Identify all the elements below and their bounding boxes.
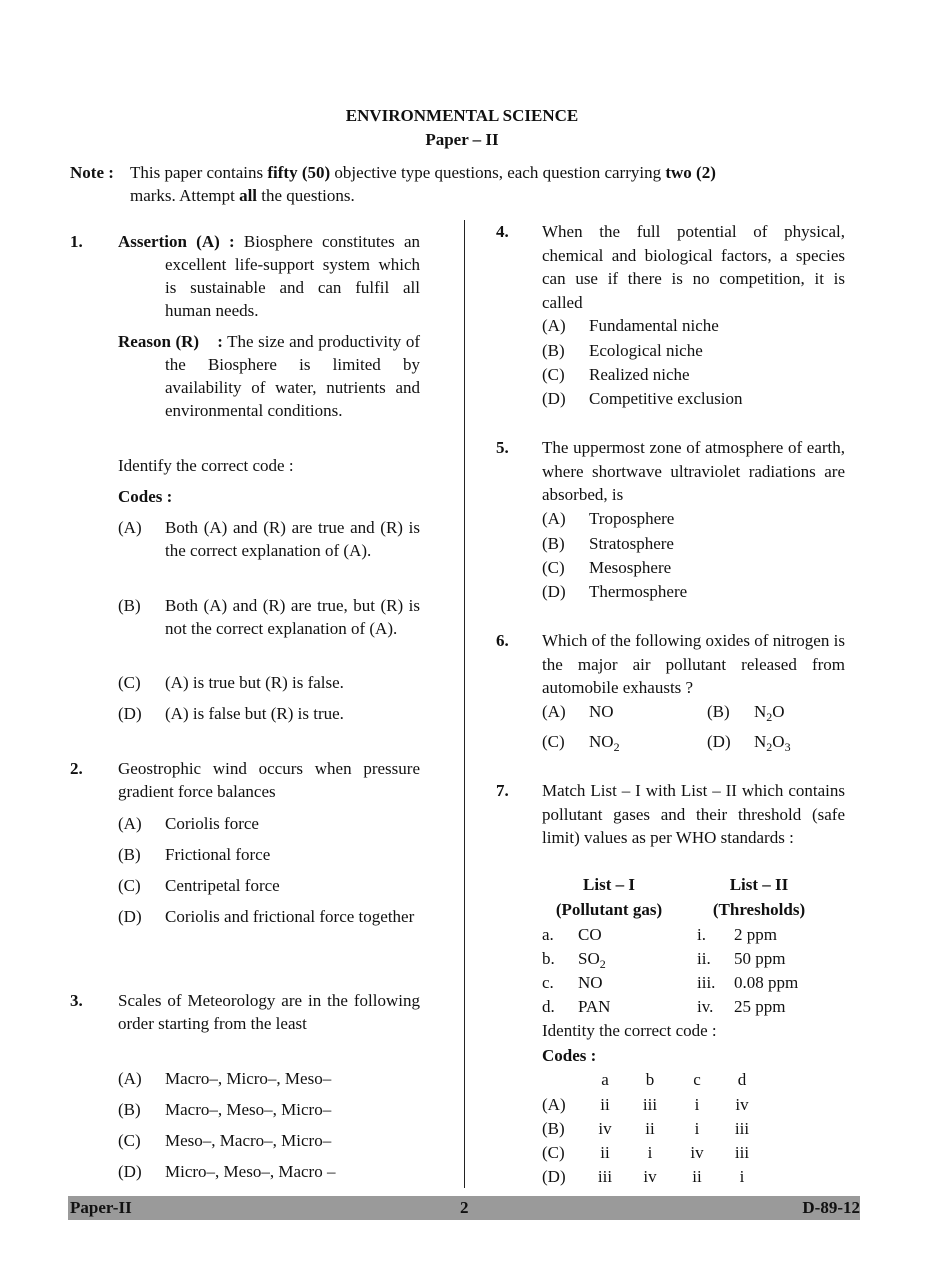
option-a[interactable]: Coriolis force <box>165 814 259 833</box>
list1-heading: List – I <box>583 875 635 894</box>
option-d[interactable]: Thermosphere <box>589 582 688 601</box>
code-cell: i <box>694 1119 700 1138</box>
code-cell: ii <box>645 1119 655 1138</box>
option-a[interactable]: Fundamental niche <box>589 316 719 335</box>
instruction: Identify the correct code : <box>118 456 294 475</box>
option-b[interactable]: Ecological niche <box>589 341 703 360</box>
note-text: This paper contains fifty (50) objective type questions, each question carrying two (2) marks. Attempt all the questions. <box>130 163 716 205</box>
option-label: (A) <box>542 509 566 528</box>
question-number: 6. <box>496 631 509 650</box>
list2-key: iii. <box>697 973 716 992</box>
list1-value: PAN <box>578 997 611 1016</box>
list1-key: d. <box>542 997 555 1016</box>
list1-key: c. <box>542 973 554 992</box>
code-cell: iv <box>735 1095 749 1114</box>
option-d[interactable]: Coriolis and frictional force together <box>165 907 415 926</box>
list1-subheading: (Pollutant gas) <box>555 900 663 919</box>
option-label: (D) <box>542 389 566 408</box>
page-footer <box>68 1196 860 1220</box>
code-cell: iii <box>642 1095 658 1114</box>
option-label: (B) <box>542 1119 565 1138</box>
footer-paper-label: Paper-II <box>70 1198 132 1217</box>
question-number: 3. <box>70 991 83 1010</box>
codes-col-head: a <box>601 1070 609 1089</box>
list1-value: NO <box>578 973 603 992</box>
list2-value: 25 ppm <box>734 997 786 1016</box>
option-a[interactable]: Both (A) and (R) are true and (R) is the correct explanation of (A). <box>165 518 420 560</box>
option-label: (B) <box>542 534 565 553</box>
code-cell: iv <box>598 1119 612 1138</box>
paper-title: ENVIRONMENTAL SCIENCE <box>345 106 579 125</box>
code-cell: iii <box>597 1167 613 1186</box>
question-stem: Geostrophic wind occurs when pressure gradient force balances <box>118 759 420 801</box>
assertion: Assertion (A) : Biosphere constitutes an excellent life-support system which is sustainable and can fulfil all human needs. <box>118 232 420 320</box>
list2-key: i. <box>697 925 706 944</box>
option-label: (C) <box>542 732 565 751</box>
list2-value: 50 ppm <box>734 949 786 968</box>
list1-key: a. <box>542 925 554 944</box>
option-c[interactable]: Centripetal force <box>165 876 280 895</box>
list1-value: CO <box>578 925 602 944</box>
question-stem: Scales of Meteorology are in the following order starting from the least <box>118 991 420 1033</box>
code-cell: i <box>647 1143 653 1162</box>
option-a[interactable]: NO <box>589 702 614 721</box>
option-label: (A) <box>542 316 566 335</box>
question-stem: Match List – I with List – II which contains pollutant gases and their threshold (safe limit) values as per WHO standards : <box>542 781 845 847</box>
paper-code: D-89-12 <box>802 1198 860 1217</box>
question-stem: The uppermost zone of atmosphere of earth, where shortwave ultraviolet radiations are absorbed, is <box>542 438 845 504</box>
code-cell: ii <box>692 1167 702 1186</box>
question-stem: When the full potential of physical, chemical and biological factors, a species can use if there is no competition, it is called <box>542 222 845 312</box>
column-divider <box>464 220 465 1188</box>
option-a[interactable]: Troposphere <box>589 509 675 528</box>
question-number: 2. <box>70 759 83 778</box>
option-label: (B) <box>118 1100 141 1119</box>
paper-subtitle: Paper – II <box>425 130 499 149</box>
code-cell: ii <box>600 1095 610 1114</box>
option-a[interactable]: Macro–, Micro–, Meso– <box>165 1069 332 1088</box>
option-label: (A) <box>542 1095 566 1114</box>
list1-key: b. <box>542 949 555 968</box>
option-label: (B) <box>542 341 565 360</box>
option-c[interactable]: $NO_2$ <box>589 732 620 754</box>
option-d[interactable]: Competitive exclusion <box>589 389 743 408</box>
option-c[interactable]: Realized niche <box>589 365 690 384</box>
option-label: (D) <box>118 907 142 926</box>
question-number: 5. <box>496 438 509 457</box>
codes-col-head: d <box>737 1070 747 1089</box>
option-label: (C) <box>542 558 565 577</box>
question-number: 4. <box>496 222 509 241</box>
code-cell: iv <box>690 1143 704 1162</box>
option-label: (B) <box>118 596 141 615</box>
option-label: (D) <box>118 1162 142 1181</box>
page-number: 2 <box>460 1198 469 1217</box>
option-label: (D) <box>542 1167 566 1186</box>
list2-value: 0.08 ppm <box>734 973 799 992</box>
option-b[interactable]: Stratosphere <box>589 534 674 553</box>
question-stem: Which of the following oxides of nitrogen is the major air pollutant released from automobile exhausts ? <box>542 631 845 697</box>
code-cell: i <box>694 1095 700 1114</box>
note-label: Note : <box>70 163 114 182</box>
option-b[interactable]: Both (A) and (R) are true, but (R) is not the correct explanation of (A). <box>165 596 420 638</box>
question-number: 7. <box>496 781 509 800</box>
code-cell: i <box>739 1167 745 1186</box>
option-label: (D) <box>118 704 142 723</box>
instruction: Identity the correct code : <box>542 1021 717 1040</box>
list2-key: iv. <box>697 997 714 1016</box>
list2-key: ii. <box>697 949 711 968</box>
code-cell: iii <box>734 1119 750 1138</box>
code-cell: iii <box>734 1143 750 1162</box>
code-cell: ii <box>600 1143 610 1162</box>
code-cell: iv <box>643 1167 657 1186</box>
option-b[interactable]: $N_2O$ <box>754 702 785 724</box>
reason: Reason (R) : The size and productivity of the Biosphere is limited by availability of water, nutrients and environmental conditions. <box>118 332 421 420</box>
option-b[interactable]: Macro–, Meso–, Micro– <box>165 1100 332 1119</box>
list2-heading: List – II <box>729 875 789 894</box>
question-number: 1. <box>70 232 83 251</box>
option-label: (B) <box>707 702 730 721</box>
option-c[interactable]: (A) is true but (R) is false. <box>165 673 344 692</box>
list2-value: 2 ppm <box>734 925 777 944</box>
option-label: (C) <box>118 876 141 895</box>
codes-col-head: c <box>693 1070 701 1089</box>
option-d[interactable]: Micro–, Meso–, Macro – <box>165 1162 336 1181</box>
codes-label: Codes : <box>542 1046 597 1065</box>
option-c[interactable]: Meso–, Macro–, Micro– <box>165 1131 332 1150</box>
option-label: (A) <box>542 702 566 721</box>
option-c[interactable]: Mesosphere <box>589 558 672 577</box>
option-label: (A) <box>118 518 142 537</box>
option-label: (A) <box>118 814 142 833</box>
option-label: (B) <box>118 845 141 864</box>
option-label: (A) <box>118 1069 142 1088</box>
option-label: (D) <box>707 732 731 751</box>
option-label: (C) <box>542 365 565 384</box>
option-d[interactable]: (A) is false but (R) is true. <box>165 704 344 723</box>
codes-col-head: b <box>645 1070 655 1089</box>
option-b[interactable]: Frictional force <box>165 845 271 864</box>
list2-subheading: (Thresholds) <box>712 900 806 919</box>
option-d[interactable]: $N_2O_3$ <box>754 732 791 754</box>
option-label: (C) <box>118 673 141 692</box>
codes-label: Codes : <box>118 487 173 506</box>
option-label: (C) <box>542 1143 565 1162</box>
option-label: (D) <box>542 582 566 601</box>
list1-value: $SO_2$ <box>578 949 606 971</box>
option-label: (C) <box>118 1131 141 1150</box>
